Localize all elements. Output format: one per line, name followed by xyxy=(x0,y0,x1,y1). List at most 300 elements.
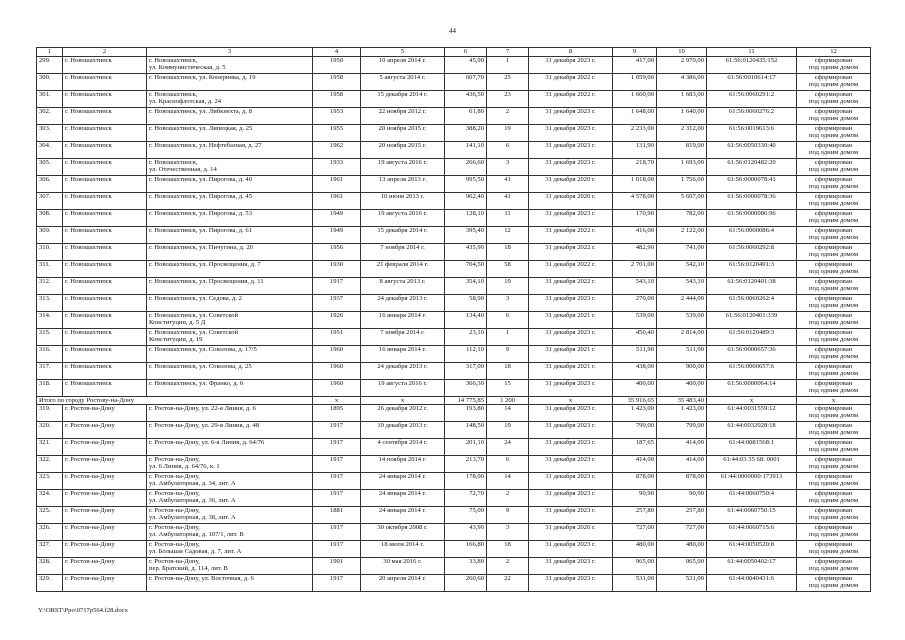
cell-year: 1917 xyxy=(313,456,361,473)
cell-address: г. Новошахтинск, ул. Седова, д. 2 xyxy=(147,295,313,312)
cell-col10: 782,00 xyxy=(657,210,707,227)
cell-row-number: 309. xyxy=(37,227,63,244)
cell-status: сформирован под одним домом xyxy=(797,142,871,159)
cell-year: х xyxy=(313,397,361,405)
cell-col9: 1 660,00 xyxy=(613,91,657,108)
cell-end-date: 31 декабря 2023 г. xyxy=(529,108,613,125)
table-row xyxy=(37,329,871,346)
cell-cadastral: 61:56:0120491:3 xyxy=(707,261,797,278)
column-number-11: 11 xyxy=(707,48,797,57)
cell-end-date: 31 декабря 2022 г. xyxy=(529,91,613,108)
cell-date: 20 апреля 2014 г. xyxy=(361,575,445,592)
cell-year: 1930 xyxy=(313,261,361,278)
cell-date: 30 октября 2008 г. xyxy=(361,524,445,541)
cell-count: 1 200 xyxy=(487,397,529,405)
cell-status: х xyxy=(797,397,871,405)
cell-year: 1958 xyxy=(313,91,361,108)
cell-address: г. Новошахтинск, ул. Пичугина, д. 20 xyxy=(147,244,313,261)
cell-city: г. Ростов-на-Дону xyxy=(63,558,147,575)
cell-cadastral: 61:56:0000078:41 xyxy=(707,176,797,193)
cell-address: г. Ростов-на-Дону, ул. 6 Линия, д. 64/76, к. 1 xyxy=(147,456,313,473)
cell-address: г. Ростов-на-Дону, пер. Братский, д. 114, лит. В xyxy=(147,558,313,575)
cell-count: 41 xyxy=(487,193,529,210)
cell-col10: 2 444,00 xyxy=(657,295,707,312)
cell-end-date: 31 декабря 2022 г. xyxy=(529,227,613,244)
cell-address: г. Новошахтинск, ул. Отечественная, д. 14 xyxy=(147,159,313,176)
cell-city: г. Новошахтинск xyxy=(63,346,147,363)
cell-area: 193,80 xyxy=(445,405,487,422)
cell-col9: 131,90 xyxy=(613,142,657,159)
cell-row-number: 314. xyxy=(37,312,63,329)
page-number: 44 xyxy=(449,27,456,35)
cell-col9: 1 423,00 xyxy=(613,405,657,422)
cell-count: 12 xyxy=(487,227,529,244)
table-body xyxy=(37,57,871,592)
cell-date: 7 ноября 2014 г. xyxy=(361,329,445,346)
cell-cadastral: 61:56:0000086:96 xyxy=(707,210,797,227)
cell-address: г. Новошахтинск, ул. Соколова, д. 17/5 xyxy=(147,346,313,363)
cell-area: 45,90 xyxy=(445,57,487,74)
cell-address: г. Ростов-на-Дону, ул. 6-я Линия, д. 64/76 xyxy=(147,439,313,456)
cell-end-date: 31 декабря 2021 г. xyxy=(529,363,613,380)
cell-col10: 400,00 xyxy=(657,380,707,397)
cell-col10: 511,90 xyxy=(657,346,707,363)
cell-col10: 1 683,00 xyxy=(657,91,707,108)
cell-count: 3 xyxy=(487,524,529,541)
cell-city: г. Новошахтинск xyxy=(63,57,147,74)
cell-date: 5 августа 2014 г. xyxy=(361,74,445,91)
cell-year: 1950 xyxy=(313,57,361,74)
cell-address: г. Ростов-на-Дону, ул. Амбулаторная, д. 34, лит. А xyxy=(147,473,313,490)
cell-date: х xyxy=(361,397,445,405)
cell-city: г. Новошахтинск xyxy=(63,244,147,261)
cell-year: 1901 xyxy=(313,558,361,575)
cell-row-number: 305. xyxy=(37,159,63,176)
cell-area: 388,20 xyxy=(445,125,487,142)
cell-status: сформирован под одним домом xyxy=(797,57,871,74)
cell-city: г. Новошахтинск xyxy=(63,159,147,176)
cell-col10: 35 483,40 xyxy=(657,397,707,405)
cell-count: 18 xyxy=(487,541,529,558)
cell-cadastral: 61:56:0050330:40 xyxy=(707,142,797,159)
cell-end-date: 31 декабря 2023 г. xyxy=(529,473,613,490)
cell-col10: 1 423,00 xyxy=(657,405,707,422)
cell-end-date: 31 декабря 2020 г. xyxy=(529,524,613,541)
cell-area: 995,50 xyxy=(445,176,487,193)
cell-status: сформирован под одним домом xyxy=(797,159,871,176)
cell-area: 61,80 xyxy=(445,108,487,125)
cell-city: г. Новошахтинск xyxy=(63,227,147,244)
cell-year: 1917 xyxy=(313,490,361,507)
cell-row-number: 316. xyxy=(37,346,63,363)
cell-col10: 414,00 xyxy=(657,456,707,473)
cell-date: 24 января 2014 г. xyxy=(361,507,445,524)
cell-cadastral: 61:56:0120401:339 xyxy=(707,312,797,329)
column-number-3: 3 xyxy=(147,48,313,57)
table-row xyxy=(37,507,871,524)
cell-area: 317,00 xyxy=(445,363,487,380)
cell-address: г. Ростов-на-Дону, ул. Большая Садовая, д. 7, лит. А xyxy=(147,541,313,558)
cell-end-date: 31 декабря 2023 г. xyxy=(529,159,613,176)
cell-end-date: 31 декабря 2022 г. xyxy=(529,74,613,91)
cell-col10: 1 640,00 xyxy=(657,108,707,125)
cell-date: 10 июня 2013 г. xyxy=(361,193,445,210)
cell-end-date: 31 декабря 2023 г. xyxy=(529,329,613,346)
cell-year: 1917 xyxy=(313,473,361,490)
cell-row-number: 324. xyxy=(37,490,63,507)
cell-col9: 90,90 xyxy=(613,490,657,507)
cell-status: сформирован под одним домом xyxy=(797,380,871,397)
cell-col9: 511,90 xyxy=(613,346,657,363)
cell-col9: 543,10 xyxy=(613,278,657,295)
cell-count: 2 xyxy=(487,108,529,125)
cell-end-date: 31 декабря 2023 г. xyxy=(529,456,613,473)
table-row xyxy=(37,312,871,329)
cell-city: г. Ростов-на-Дону xyxy=(63,524,147,541)
cell-address: г. Новошахтинск, ул. Либкнехта, д. 8 xyxy=(147,108,313,125)
cell-address: г. Новошахтинск, ул. Коперника, д. 19 xyxy=(147,74,313,91)
cell-area: 266,60 xyxy=(445,159,487,176)
cell-status: сформирован под одним домом xyxy=(797,244,871,261)
cell-cadastral: 61:44:0060750:4 xyxy=(707,490,797,507)
cell-col9: 35 916,65 xyxy=(613,397,657,405)
cell-row-number: 299. xyxy=(37,57,63,74)
cell-end-date: 31 декабря 2023 г. xyxy=(529,558,613,575)
cell-city: г. Новошахтинск xyxy=(63,363,147,380)
cell-area: 72,70 xyxy=(445,490,487,507)
cell-cadastral: 61:56:0010614:17 xyxy=(707,74,797,91)
cell-row-number: 317. xyxy=(37,363,63,380)
cell-count: 9 xyxy=(487,507,529,524)
cell-address: г. Новошахтинск, ул. Нефтебазная, д. 27 xyxy=(147,142,313,159)
cell-city: г. Новошахтинск xyxy=(63,261,147,278)
cell-address: г. Новошахтинск, ул. Советской Конституции, д. 5 Д xyxy=(147,312,313,329)
cell-date: 8 августа 2013 г. xyxy=(361,278,445,295)
cell-count: 3 xyxy=(487,159,529,176)
cell-area: 166,80 xyxy=(445,541,487,558)
cell-cadastral: 61:56:0120435:152 xyxy=(707,57,797,74)
cell-cadastral: 61:44:0040431:6 xyxy=(707,575,797,592)
table-row xyxy=(37,295,871,312)
cell-year: 1917 xyxy=(313,524,361,541)
cell-count: 24 xyxy=(487,439,529,456)
cell-row-number: 303. xyxy=(37,125,63,142)
cell-cadastral: 61:56:0120482:20 xyxy=(707,159,797,176)
cell-date: 24 января 2014 г. xyxy=(361,473,445,490)
cell-status: сформирован под одним домом xyxy=(797,473,871,490)
column-number-2: 2 xyxy=(63,48,147,57)
cell-address: г. Ростов-на-Дону, ул. Амбулаторная, д. 38, лит. А xyxy=(147,507,313,524)
cell-year: 1937 xyxy=(313,295,361,312)
table-row xyxy=(37,142,871,159)
cell-year: 1949 xyxy=(313,210,361,227)
cell-col10: 542,10 xyxy=(657,261,707,278)
cell-city: г. Новошахтинск xyxy=(63,125,147,142)
cell-col10: 1 693,00 xyxy=(657,159,707,176)
cell-cadastral: 61:56:0000086:4 xyxy=(707,227,797,244)
cell-row-number: 319. xyxy=(37,405,63,422)
subtotal-row xyxy=(37,397,871,405)
cell-address: г. Новошахтинск, ул. Коммунистическая, д. 5 xyxy=(147,57,313,74)
cell-city: г. Ростов-на-Дону xyxy=(63,507,147,524)
cell-end-date: х xyxy=(529,397,613,405)
cell-year: 1960 xyxy=(313,380,361,397)
cell-end-date: 31 декабря 2023 г. xyxy=(529,210,613,227)
cell-end-date: 31 декабря 2023 г. xyxy=(529,380,613,397)
cell-row-number: 321. xyxy=(37,439,63,456)
cell-count: 22 xyxy=(487,575,529,592)
cell-end-date: 31 декабря 2023 г. xyxy=(529,295,613,312)
subtotal-label: Итого по городу Ростову-на-Дону xyxy=(37,397,313,405)
cell-row-number: 300. xyxy=(37,74,63,91)
cell-area: 260,60 xyxy=(445,575,487,592)
cell-count: 41 xyxy=(487,176,529,193)
cell-cadastral: 61:56:0060291:2 xyxy=(707,91,797,108)
cell-year: 1917 xyxy=(313,439,361,456)
cell-address: г. Новошахтинск, ул. Пирогова, д. 61 xyxy=(147,227,313,244)
cell-area: 58,90 xyxy=(445,295,487,312)
cell-area: 33,80 xyxy=(445,558,487,575)
cell-col9: 400,00 xyxy=(613,380,657,397)
cell-year: 1961 xyxy=(313,193,361,210)
cell-date: 19 августа 2016 г. xyxy=(361,210,445,227)
column-number-row xyxy=(37,48,871,57)
cell-date: 19 декабря 2013 г. xyxy=(361,422,445,439)
cell-count: 25 xyxy=(487,74,529,91)
cell-address: г. Новошахтинск, ул. Франко, д. 6 xyxy=(147,380,313,397)
cell-city: г. Новошахтинск xyxy=(63,312,147,329)
cell-area: 112,10 xyxy=(445,346,487,363)
column-number-4: 4 xyxy=(313,48,361,57)
cell-date: 7 ноября 2014 г. xyxy=(361,244,445,261)
cell-end-date: 31 декабря 2021 г. xyxy=(529,312,613,329)
cell-status: сформирован под одним домом xyxy=(797,541,871,558)
cell-col9: 218,70 xyxy=(613,159,657,176)
cell-count: 2 xyxy=(487,490,529,507)
cell-col10: 90,90 xyxy=(657,490,707,507)
table-row xyxy=(37,473,871,490)
cell-status: сформирован под одним домом xyxy=(797,346,871,363)
cell-col9: 878,00 xyxy=(613,473,657,490)
cell-date: 24 декабря 2013 г. xyxy=(361,363,445,380)
cell-date: 18 июля 2014 г. xyxy=(361,541,445,558)
cell-area: 435,90 xyxy=(445,244,487,261)
cell-count: 23 xyxy=(487,91,529,108)
cell-city: г. Ростов-на-Дону xyxy=(63,422,147,439)
cell-cadastral: 61:44:0000000:173913 xyxy=(707,473,797,490)
table-row xyxy=(37,278,871,295)
cell-date: 15 декабря 2014 г. xyxy=(361,91,445,108)
cell-end-date: 31 декабря 2023 г. xyxy=(529,507,613,524)
cell-col9: 482,90 xyxy=(613,244,657,261)
cell-area: 354,10 xyxy=(445,278,487,295)
cell-col10: 1 756,00 xyxy=(657,176,707,193)
cell-date: 24 января 2014 г. xyxy=(361,490,445,507)
cell-city: г. Ростов-на-Дону xyxy=(63,541,147,558)
cell-row-number: 310. xyxy=(37,244,63,261)
cell-status: сформирован под одним домом xyxy=(797,422,871,439)
cell-status: сформирован под одним домом xyxy=(797,456,871,473)
cell-count: 15 xyxy=(487,380,529,397)
cell-cadastral: 61:44:0081568:1 xyxy=(707,439,797,456)
table-row xyxy=(37,541,871,558)
cell-col9: 416,00 xyxy=(613,227,657,244)
cell-col10: 257,80 xyxy=(657,507,707,524)
cell-row-number: 313. xyxy=(37,295,63,312)
cell-count: 2 xyxy=(487,558,529,575)
cell-area: 436,50 xyxy=(445,91,487,108)
table-row xyxy=(37,405,871,422)
cell-cadastral: 61:44:0031559:12 xyxy=(707,405,797,422)
cell-end-date: 31 декабря 2020 г. xyxy=(529,176,613,193)
cell-col9: 1 018,00 xyxy=(613,176,657,193)
cell-col10: 2 970,00 xyxy=(657,57,707,74)
cell-end-date: 31 декабря 2023 г. xyxy=(529,422,613,439)
cell-status: сформирован под одним домом xyxy=(797,507,871,524)
cell-cadastral: 61:44:0050520:8 xyxy=(707,541,797,558)
table-row xyxy=(37,74,871,91)
cell-col9: 2 701,00 xyxy=(613,261,657,278)
cell-row-number: 302. xyxy=(37,108,63,125)
cell-end-date: 31 декабря 2022 г. xyxy=(529,261,613,278)
cell-area: 43,90 xyxy=(445,524,487,541)
cell-row-number: 307. xyxy=(37,193,63,210)
cell-count: 3 xyxy=(487,295,529,312)
cell-row-number: 328. xyxy=(37,558,63,575)
cell-address: г. Новошахтинск, ул. Краснофлотская, д. 24 xyxy=(147,91,313,108)
cell-area: 607,70 xyxy=(445,74,487,91)
cell-cadastral: 61:44:0050402:17 xyxy=(707,558,797,575)
cell-cadastral: 61:56:0060292:8 xyxy=(707,244,797,261)
cell-area: 148,50 xyxy=(445,422,487,439)
table-row xyxy=(37,363,871,380)
cell-col9: 450,40 xyxy=(613,329,657,346)
cell-end-date: 31 декабря 2023 г. xyxy=(529,541,613,558)
table-row xyxy=(37,125,871,142)
cell-col9: 417,00 xyxy=(613,57,657,74)
cell-area: 178,00 xyxy=(445,473,487,490)
cell-city: г. Ростов-на-Дону xyxy=(63,575,147,592)
cell-cadastral: 61:44:0032028:18 xyxy=(707,422,797,439)
cell-col10: 414,00 xyxy=(657,439,707,456)
cell-col9: 799,00 xyxy=(613,422,657,439)
table-row xyxy=(37,524,871,541)
cell-end-date: 31 декабря 2023 г. xyxy=(529,142,613,159)
cell-row-number: 312. xyxy=(37,278,63,295)
table-row xyxy=(37,346,871,363)
cell-count: 14 xyxy=(487,473,529,490)
table-row xyxy=(37,57,871,74)
cell-address: г. Новошахтинск, ул. Пирогова, д. 53 xyxy=(147,210,313,227)
cell-count: 19 xyxy=(487,278,529,295)
cell-col9: 2 233,00 xyxy=(613,125,657,142)
cell-col10: 531,00 xyxy=(657,575,707,592)
cell-area: 366,30 xyxy=(445,380,487,397)
cell-status: сформирован под одним домом xyxy=(797,91,871,108)
cell-count: 14 xyxy=(487,405,529,422)
cell-row-number: 315. xyxy=(37,329,63,346)
cell-cadastral: 61:56:0019613:6 xyxy=(707,125,797,142)
cell-cadastral: 61:56:0000657:36 xyxy=(707,346,797,363)
cell-city: г. Новошахтинск xyxy=(63,176,147,193)
cell-date: 26 декабря 2012 г. xyxy=(361,405,445,422)
cell-cadastral: 61:56:0120489:3 xyxy=(707,329,797,346)
cell-year: 1949 xyxy=(313,227,361,244)
cell-col9: 1 059,00 xyxy=(613,74,657,91)
cell-col9: 531,00 xyxy=(613,575,657,592)
cell-end-date: 31 декабря 2023 г. xyxy=(529,125,613,142)
column-number-8: 8 xyxy=(529,48,613,57)
column-number-10: 10 xyxy=(657,48,707,57)
cell-row-number: 304. xyxy=(37,142,63,159)
table-row xyxy=(37,108,871,125)
cell-date: 24 декабря 2013 г. xyxy=(361,295,445,312)
cell-end-date: 31 декабря 2022 г. xyxy=(529,278,613,295)
cell-address: г. Новошахтинск, ул. Просвещения, д. 7 xyxy=(147,261,313,278)
cell-col10: 741,00 xyxy=(657,244,707,261)
cell-city: г. Ростов-на-Дону xyxy=(63,473,147,490)
cell-address: г. Ростов-на-Дону, ул. Восточная, д. 6 xyxy=(147,575,313,592)
cell-col9: 965,00 xyxy=(613,558,657,575)
cell-status: сформирован под одним домом xyxy=(797,295,871,312)
cell-area: 141,10 xyxy=(445,142,487,159)
cell-row-number: 325. xyxy=(37,507,63,524)
cell-city: г. Ростов-на-Дону xyxy=(63,439,147,456)
cell-count: 6 xyxy=(487,312,529,329)
cell-col10: 4 386,00 xyxy=(657,74,707,91)
cell-status: сформирован под одним домом xyxy=(797,329,871,346)
cell-count: 9 xyxy=(487,346,529,363)
cell-year: 1951 xyxy=(313,329,361,346)
cell-end-date: 31 декабря 2023 г. xyxy=(529,57,613,74)
cell-area: 704,50 xyxy=(445,261,487,278)
cell-col10: 2 312,00 xyxy=(657,125,707,142)
cell-year: 1917 xyxy=(313,541,361,558)
cell-count: 6 xyxy=(487,456,529,473)
cell-status: сформирован под одним домом xyxy=(797,405,871,422)
table-row xyxy=(37,422,871,439)
cell-row-number: 322. xyxy=(37,456,63,473)
table-row xyxy=(37,244,871,261)
column-number-6: 6 xyxy=(445,48,487,57)
cell-status: сформирован под одним домом xyxy=(797,176,871,193)
cell-col9: 1 648,00 xyxy=(613,108,657,125)
cell-col10: 799,00 xyxy=(657,422,707,439)
cell-area: 14 775,85 xyxy=(445,397,487,405)
column-number-12: 12 xyxy=(797,48,871,57)
cell-end-date: 31 декабря 2023 г. xyxy=(529,490,613,507)
cell-cadastral: 61:56:0000078:36 xyxy=(707,193,797,210)
cell-end-date: 31 декабря 2020 г. xyxy=(529,193,613,210)
cell-col9: 257,80 xyxy=(613,507,657,524)
cell-city: г. Новошахтинск xyxy=(63,295,147,312)
cell-status: сформирован под одним домом xyxy=(797,193,871,210)
cell-col10: 539,00 xyxy=(657,312,707,329)
cell-row-number: 301. xyxy=(37,91,63,108)
cell-cadastral: 61:56:0000657:6 xyxy=(707,363,797,380)
cell-date: 19 августа 2016 г. xyxy=(361,159,445,176)
cell-row-number: 318. xyxy=(37,380,63,397)
housing-registry-table xyxy=(36,47,871,592)
table-row xyxy=(37,193,871,210)
cell-city: г. Ростов-на-Дону xyxy=(63,456,147,473)
cell-year: 1960 xyxy=(313,346,361,363)
cell-end-date: 31 декабря 2022 г. xyxy=(529,244,613,261)
cell-year: 1917 xyxy=(313,575,361,592)
cell-address: г. Ростов-на-Дону, ул. 29-я Линия, д. 48 xyxy=(147,422,313,439)
cell-date: 16 января 2014 г. xyxy=(361,346,445,363)
cell-col10: 5 697,00 xyxy=(657,193,707,210)
